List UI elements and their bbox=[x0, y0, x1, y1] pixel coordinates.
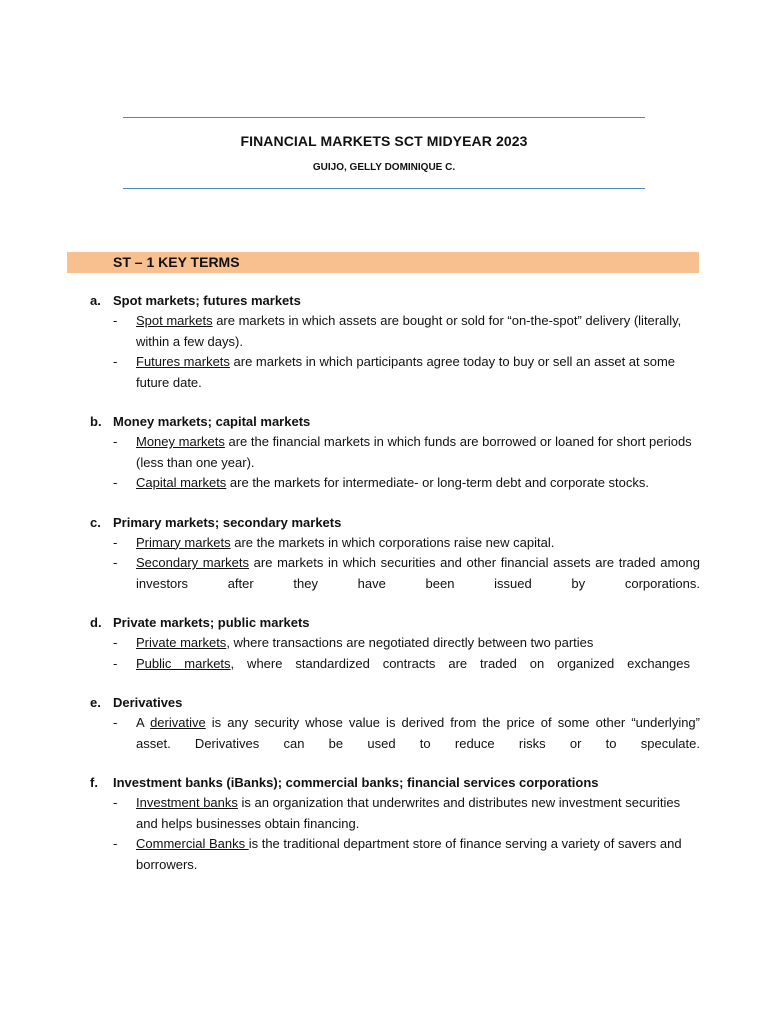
item-letter: a. bbox=[90, 293, 101, 308]
term: Secondary markets bbox=[136, 555, 250, 570]
header-top-rule bbox=[123, 117, 645, 118]
dash-marker: - bbox=[113, 795, 118, 810]
dash-marker: - bbox=[113, 715, 118, 730]
list-item bbox=[0, 772, 768, 875]
dash-marker: - bbox=[113, 534, 118, 550]
definition-prefix: A bbox=[136, 715, 151, 730]
item-title: Spot markets; futures markets bbox=[113, 293, 301, 308]
item-heading bbox=[0, 290, 768, 311]
bullet-item bbox=[113, 533, 700, 554]
dash-marker: - bbox=[113, 434, 118, 449]
document-author: GUIJO, GELLY DOMINIQUE C. bbox=[312, 162, 456, 173]
dash-marker: - bbox=[113, 655, 118, 671]
key-terms-list bbox=[0, 290, 768, 893]
term: Money markets bbox=[136, 434, 225, 449]
definition-text: is any security whose value is derived from the price of some other “underlying” asset. Derivatives can be used to reduce risks or to speculate. bbox=[136, 715, 700, 751]
item-heading bbox=[0, 612, 768, 633]
item-title: Private markets; public markets bbox=[113, 615, 310, 630]
term: Investment banks bbox=[136, 795, 238, 810]
bullet-item bbox=[113, 553, 700, 594]
term: Capital markets bbox=[136, 475, 227, 490]
bullet-item bbox=[113, 834, 700, 875]
item-letter: f. bbox=[90, 775, 98, 790]
term: Primary markets bbox=[136, 534, 231, 550]
document-title: FINANCIAL MARKETS SCT MIDYEAR 2023 bbox=[240, 133, 528, 149]
bullet-item bbox=[113, 713, 700, 754]
bullet-item bbox=[113, 473, 700, 494]
definition-text: , where standardized contracts are traded on organized exchanges bbox=[230, 655, 691, 671]
term: Public markets bbox=[136, 655, 231, 671]
dash-marker: - bbox=[113, 313, 118, 328]
bullet-item bbox=[113, 311, 700, 352]
definition-text: are markets in which securities and other financial assets are traded among investors after they have been issued by corporations. bbox=[136, 555, 700, 591]
definition-text: is an organization that underwrites and distributes new investment securities and helps businesses obtain financing. bbox=[136, 795, 681, 831]
list-item bbox=[0, 411, 768, 494]
item-title: Money markets; capital markets bbox=[113, 414, 311, 429]
definition-text: are markets in which participants agree today to buy or sell an asset at some future date. bbox=[136, 354, 676, 390]
item-letter: e. bbox=[90, 695, 101, 710]
dash-marker: - bbox=[113, 354, 118, 369]
list-item bbox=[0, 692, 768, 754]
dash-marker: - bbox=[113, 635, 118, 650]
item-letter: b. bbox=[90, 414, 102, 429]
definition-text: is the traditional department store of finance serving a variety of savers and borrowers. bbox=[136, 836, 682, 872]
item-title: Investment banks (iBanks); commercial banks; financial services corporations bbox=[113, 775, 599, 790]
item-heading bbox=[0, 411, 768, 432]
definition-text: are markets in which assets are bought or sold for “on-the-spot” delivery (literally, within a few days). bbox=[136, 313, 682, 349]
term: Spot markets bbox=[136, 313, 213, 328]
list-item bbox=[0, 290, 768, 393]
dash-marker: - bbox=[113, 836, 118, 851]
dash-marker: - bbox=[113, 475, 118, 490]
term: Commercial Banks bbox=[136, 836, 249, 851]
definition-text: are the markets for intermediate- or long-term debt and corporate stocks. bbox=[226, 475, 650, 490]
bullet-item bbox=[113, 654, 691, 675]
bullet-item bbox=[113, 352, 700, 393]
term: Private markets bbox=[136, 635, 227, 650]
term: Futures markets bbox=[136, 354, 230, 369]
definition-text: , where transactions are negotiated directly between two parties bbox=[226, 635, 594, 650]
item-heading bbox=[0, 772, 768, 793]
header-bottom-rule bbox=[123, 188, 645, 189]
definition-text: are the markets in which corporations raise new capital. bbox=[230, 534, 555, 550]
item-letter: c. bbox=[90, 514, 101, 530]
dash-marker: - bbox=[113, 555, 118, 570]
term: derivative bbox=[150, 715, 206, 730]
section-title: ST – 1 KEY TERMS bbox=[113, 254, 240, 270]
item-title: Derivatives bbox=[113, 695, 183, 710]
bullet-item bbox=[113, 633, 700, 654]
definition-text: are the financial markets in which funds are borrowed or loaned for short periods (less than one year). bbox=[136, 434, 692, 470]
item-letter: d. bbox=[90, 615, 102, 630]
bullet-item bbox=[113, 432, 700, 473]
section-heading-bar bbox=[67, 252, 699, 273]
item-heading bbox=[0, 692, 768, 713]
list-item bbox=[0, 512, 768, 595]
bullet-item bbox=[113, 793, 700, 834]
item-heading bbox=[0, 512, 768, 533]
item-title: Primary markets; secondary markets bbox=[113, 514, 342, 530]
list-item bbox=[0, 612, 768, 674]
